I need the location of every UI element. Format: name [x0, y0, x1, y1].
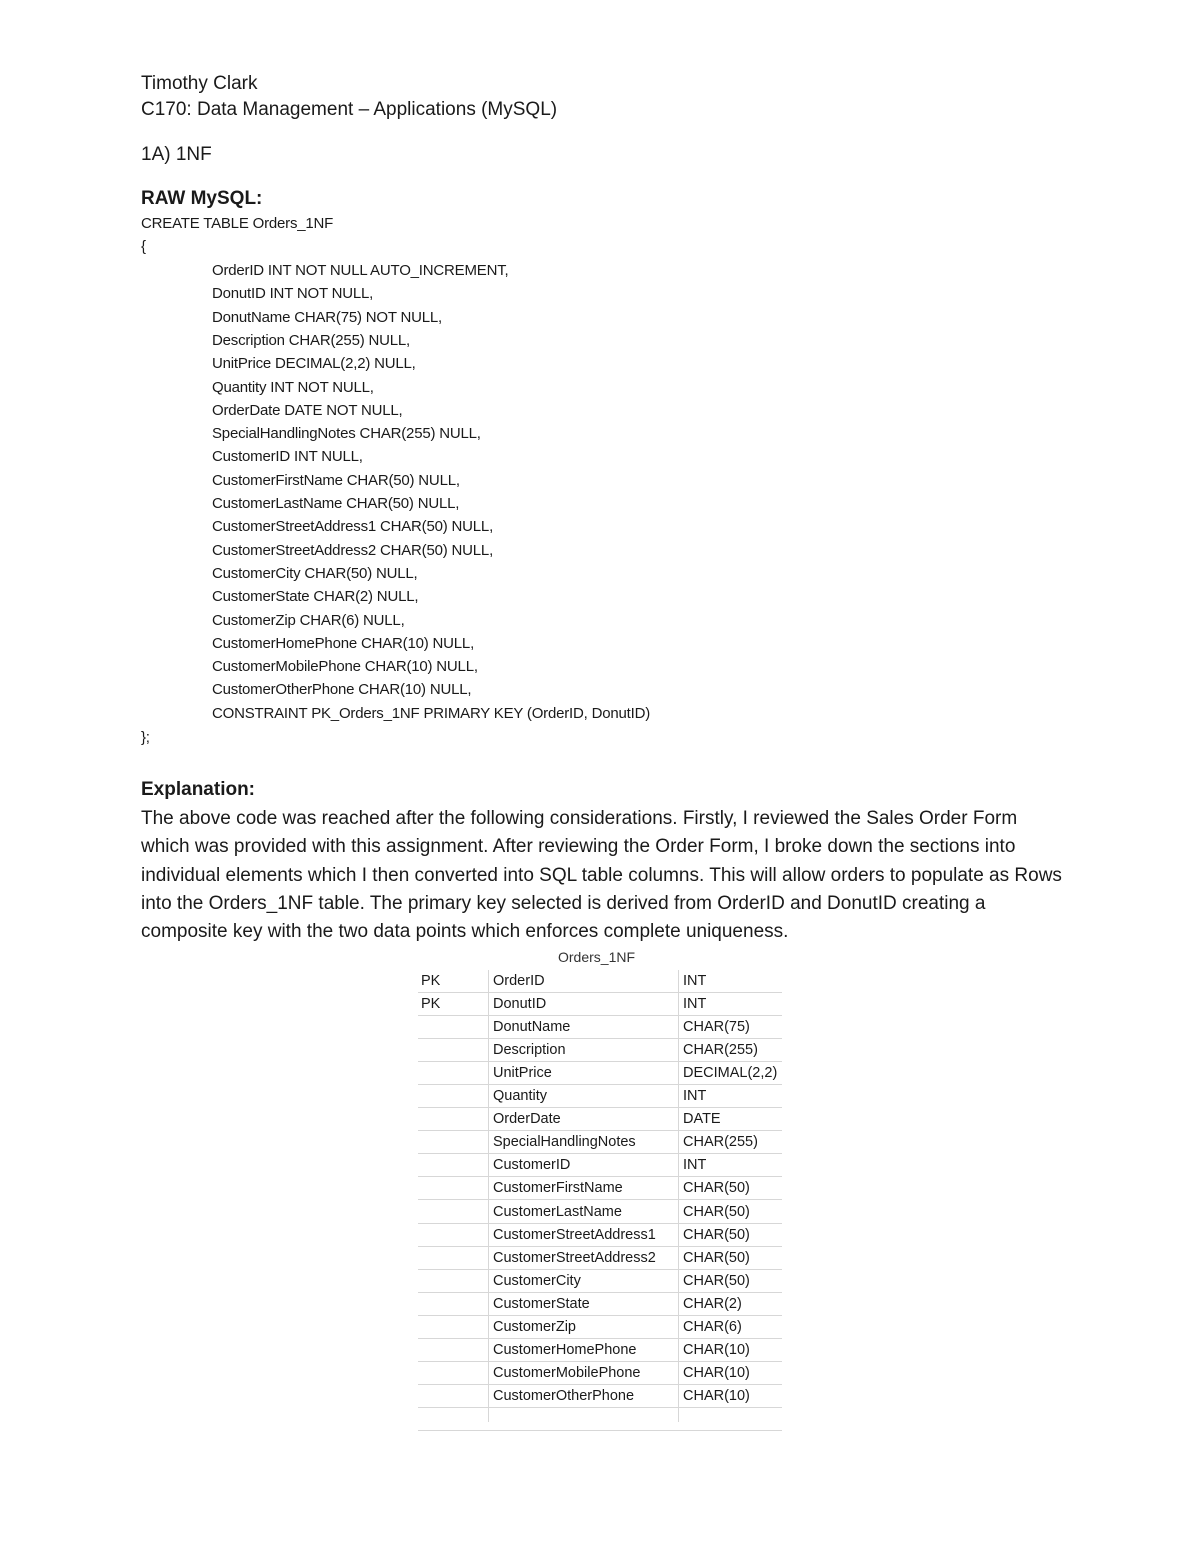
sql-line: CustomerFirstName CHAR(50) NULL, [212, 471, 460, 489]
column-name-cell: CustomerState [493, 1295, 590, 1312]
column-name-cell: OrderID [493, 973, 545, 989]
sql-line: CustomerHomePhone CHAR(10) NULL, [212, 634, 475, 652]
column-name-cell: DonutID [493, 996, 547, 1013]
data-type-cell: INT [683, 996, 707, 1013]
table-gridline [418, 1407, 782, 1408]
data-type-cell: DATE [683, 1111, 721, 1128]
column-name-cell: SpecialHandlingNotes [493, 1134, 636, 1151]
data-type-cell: DECIMAL(2,2) [683, 1065, 778, 1082]
sql-line: OrderID INT NOT NULL AUTO_INCREMENT, [212, 262, 509, 279]
data-type-cell: CHAR(75) [683, 1019, 750, 1036]
sql-line: DonutID INT NOT NULL, [212, 285, 374, 303]
sql-line: CustomerStreetAddress1 CHAR(50) NULL, [212, 518, 494, 536]
column-name-cell: CustomerStreetAddress2 [493, 1249, 656, 1266]
table-gridline [678, 970, 679, 1422]
data-type-cell: INT [683, 1088, 707, 1105]
table-gridline [418, 992, 782, 993]
column-name-cell: CustomerZip [493, 1318, 576, 1335]
column-name-cell: UnitPrice [493, 1065, 552, 1082]
author-name: Timothy Clark [141, 73, 258, 94]
sql-line: CustomerCity CHAR(50) NULL, [212, 564, 418, 582]
column-name-cell: CustomerOtherPhone [493, 1387, 635, 1404]
section-label: 1A) 1NF [141, 144, 212, 165]
table-gridline [418, 1430, 782, 1431]
course-title: C170: Data Management – Applications (MySQL) [141, 99, 558, 120]
column-name-cell: CustomerCity [493, 1272, 581, 1289]
data-type-cell: CHAR(50) [683, 1203, 750, 1220]
table-gridline [418, 1107, 782, 1108]
data-type-cell: CHAR(6) [683, 1318, 742, 1335]
data-type-cell: CHAR(50) [683, 1226, 750, 1243]
data-type-cell: CHAR(10) [683, 1364, 750, 1381]
sql-line: SpecialHandlingNotes CHAR(255) NULL, [212, 425, 481, 443]
data-type-cell: CHAR(50) [683, 1180, 750, 1197]
sql-line: Quantity INT NOT NULL, [212, 378, 374, 396]
data-type-cell: CHAR(10) [683, 1341, 750, 1358]
close-brace: }; [141, 729, 150, 746]
data-type-cell: CHAR(50) [683, 1272, 750, 1289]
column-name-cell: CustomerStreetAddress1 [493, 1226, 656, 1243]
table-title: Orders_1NF [558, 949, 636, 965]
sql-line: UnitPrice DECIMAL(2,2) NULL, [212, 355, 416, 373]
explanation-heading: Explanation: [141, 779, 256, 800]
data-type-cell: CHAR(2) [683, 1295, 742, 1312]
column-name-cell: CustomerMobilePhone [493, 1364, 641, 1381]
column-name-cell: DonutName [493, 1019, 571, 1036]
column-name-cell: CustomerLastName [493, 1203, 622, 1220]
table-gridline [488, 970, 489, 1422]
data-type-cell: CHAR(10) [683, 1387, 750, 1404]
sql-line: CustomerZip CHAR(6) NULL, [212, 611, 405, 629]
sql-line: CustomerLastName CHAR(50) NULL, [212, 495, 460, 512]
sql-line: CustomerOtherPhone CHAR(10) NULL, [212, 681, 472, 699]
column-name-cell: Quantity [493, 1088, 547, 1105]
explanation-paragraph: The above code was reached after the following considerations. Firstly, I reviewed the Sales Order Form which was provided with this assignment. After reviewing the Order Form, I broke down the sections into individual elements which I then converted into SQL table columns. This will allow orders to populate as Rows into the Orders_1NF table. The primary key selected is derived from OrderID and DonutID creating a composite key with the two data points which enforces complete uniqueness. [141, 808, 1062, 943]
sql-line: OrderDate DATE NOT NULL, [212, 401, 403, 419]
data-type-cell: INT [683, 1157, 707, 1174]
column-name-cell: Description [493, 1042, 566, 1059]
sql-line: CustomerMobilePhone CHAR(10) NULL, [212, 658, 478, 676]
key-cell: PK [421, 996, 441, 1013]
sql-line: CustomerStreetAddress2 CHAR(50) NULL, [212, 541, 494, 559]
create-table-line: CREATE TABLE Orders_1NF [141, 215, 334, 232]
sql-line: Description CHAR(255) NULL, [212, 331, 411, 349]
data-type-cell: CHAR(255) [683, 1042, 758, 1059]
sql-line: CONSTRAINT PK_Orders_1NF PRIMARY KEY (OrderID, DonutID) [212, 704, 651, 722]
column-name-cell: CustomerHomePhone [493, 1341, 637, 1358]
column-name-cell: CustomerID [493, 1157, 571, 1174]
sql-line: CustomerID INT NULL, [212, 448, 363, 466]
column-name-cell: CustomerFirstName [493, 1180, 623, 1197]
open-brace: { [141, 238, 146, 255]
data-type-cell: INT [683, 973, 707, 989]
column-name-cell: OrderDate [493, 1111, 561, 1128]
sql-heading: RAW MySQL: [141, 188, 263, 209]
data-type-cell: CHAR(255) [683, 1134, 758, 1151]
table-gridline [418, 1153, 782, 1154]
sql-line: DonutName CHAR(75) NOT NULL, [212, 308, 443, 326]
sql-line: CustomerState CHAR(2) NULL, [212, 588, 419, 606]
key-cell: PK [421, 973, 441, 989]
data-type-cell: CHAR(50) [683, 1249, 750, 1266]
table-gridline [418, 1084, 782, 1085]
